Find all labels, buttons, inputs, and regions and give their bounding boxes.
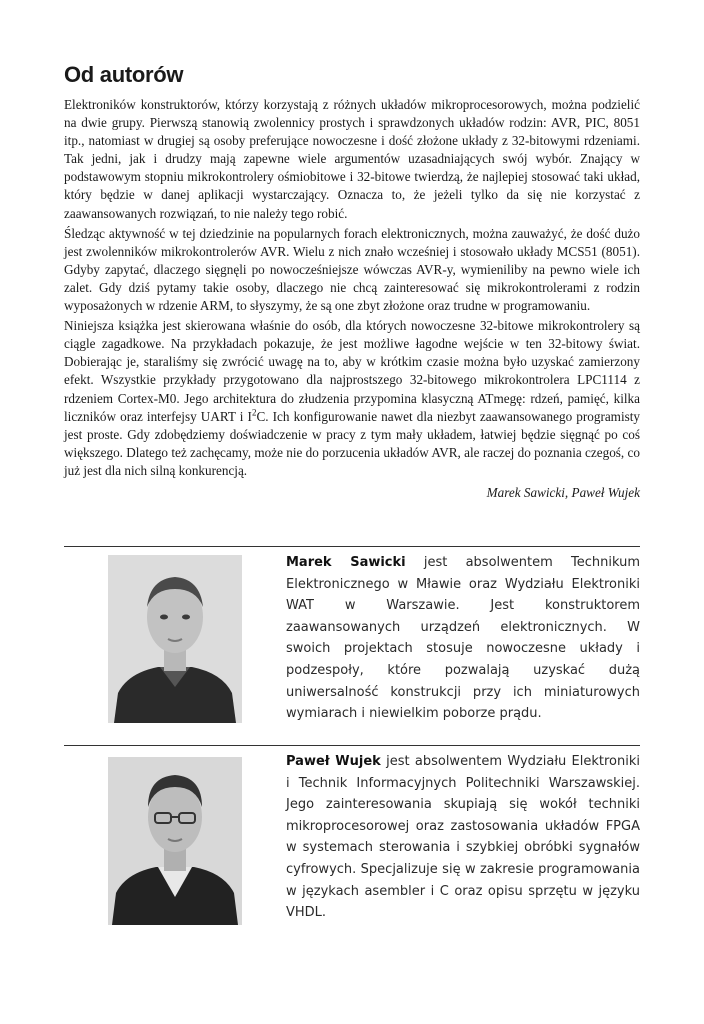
paragraph-2: Śledząc aktywność w tej dziedzinie na popularnych forach elektronicznych, można zauważyć, że dość dużo jest zwolenników mikrokontrolerów AVR. Wielu z nich znało wcześniej i stosowało układy MCS51 (8051). Gdyby zapytać, dlaczego sięgnęli po nowocześniejsze wówczas AVR-y, wymieniliby na pewno wiele ich zalet. Gdy dziś pytamy takie osoby, dlaczego nie chcą zainteresować się mikrokontrolerami z rodzin wyposażonych w rdzenie ARM, to słyszymy, że są one zbyt złożone oraz trudne w programowaniu. xyxy=(64,225,640,314)
paragraph-1: Elektroników konstruktorów, którzy korzystają z różnych układów mikroprocesorowych, można podzielić na dwie grupy. Pierwszą stanowią zwolennicy prostych i sprawdzonych układów rodzin: AVR, PIC, 8051 itp., natomiast w drugiej są osoby preferujące nowoczesne i dość złożone układy z 32-bitowymi rdzeniami. Tak jedni, jak i drudzy mają zapewne wiele argumentów uzasadniających swój wybór. Znający w podstawowym stopniu mikrokontrolery ośmiobitowe i 32-bitowe twierdzą, że najlepiej stosować taki układ, który będzie w danej aplikacji wystarczający. Oznacza to, że jeżeli tylko da się nie korzystać z zaawansowanych rozwiązań, to nie należy tego robić. xyxy=(64,97,640,221)
author-name: Marek Sawicki xyxy=(286,555,406,570)
divider-top xyxy=(64,546,640,547)
superscript-2: 2 xyxy=(251,407,257,418)
author-card-sawicki xyxy=(64,548,640,738)
paragraph-3 xyxy=(64,317,640,480)
paragraph-3-part-2: C. Ich konfigurowanie nawet dla niezbyt zaawansowanego programisty jest proste. Gdy zdobędziemy doświadczenie w pracy z tym mały układem, łatwiej będzie sięgnąć po coś większego. Dlatego też zachęcamy, może nie do porzucenia układów AVR, ale raczej do poznania czegoś, co już jest dla nich silną konkurencją. xyxy=(64,408,640,478)
divider-middle xyxy=(64,745,640,746)
author-bio-text: jest absolwentem Technikum Elektronicznego w Mławie oraz Wydziału Elektroniki WAT w Warszawie. Jest konstruktorem zaawansowanych urządzeń elektronicznych. W swoich projektach stosuje nowoczesne układy i podzespoły, które pozwalają uzyskać dużą uniwersalność konstrukcji przy ich miniaturowych wymiarach i niewielkim poborze prądu. xyxy=(286,555,640,722)
author-name: Paweł Wujek xyxy=(286,754,381,769)
author-bio xyxy=(286,552,640,725)
portrait-icon xyxy=(108,555,242,723)
signature: Marek Sawicki, Paweł Wujek xyxy=(486,484,640,500)
paragraph-3-part-1: Niniejsza książka jest skierowana właśnie do osób, dla których nowoczesne 32-bitowe mikrokontrolery są ciągle zagadkowe. Na przykładach pokazuje, że jest możliwe łagodne wejście w ten 32-bitowy świat. Dobierając je, staraliśmy się zwrócić uwagę na to, aby w krótkim czasie można było uzyskać zamierzony efekt. Wszystkie przykłady przygotowano dla najprostszego 32-bitowego mikrokontrolera LPC1114 z rdzeniem Cortex-M0. Jego architektura do złudzenia przypomina klasyczną ATmegę: rdzeń, pamięć, kilka liczników oraz interfejsy UART i I xyxy=(64,318,640,424)
page-title: Od autorów xyxy=(64,62,184,87)
portrait-icon xyxy=(108,757,242,925)
author-card-wujek xyxy=(64,747,640,937)
author-bio xyxy=(286,751,640,924)
author-photo xyxy=(108,555,242,723)
author-photo xyxy=(108,757,242,925)
preface-section xyxy=(64,62,640,502)
author-bio-text: jest absolwentem Wydziału Elektroniki i Technik Informacyjnych Politechniki Warszawskiej. Jego zainteresowania skupiają się wokół techniki mikroprocesorowej oraz zastosowania układów FPGA w systemach sterowania i szybkiej obróbki sygnałów cyfrowych. Specjalizuje się w zakresie programowania w językach asembler i C oraz opisu sprzętu w języku VHDL. xyxy=(286,754,641,921)
